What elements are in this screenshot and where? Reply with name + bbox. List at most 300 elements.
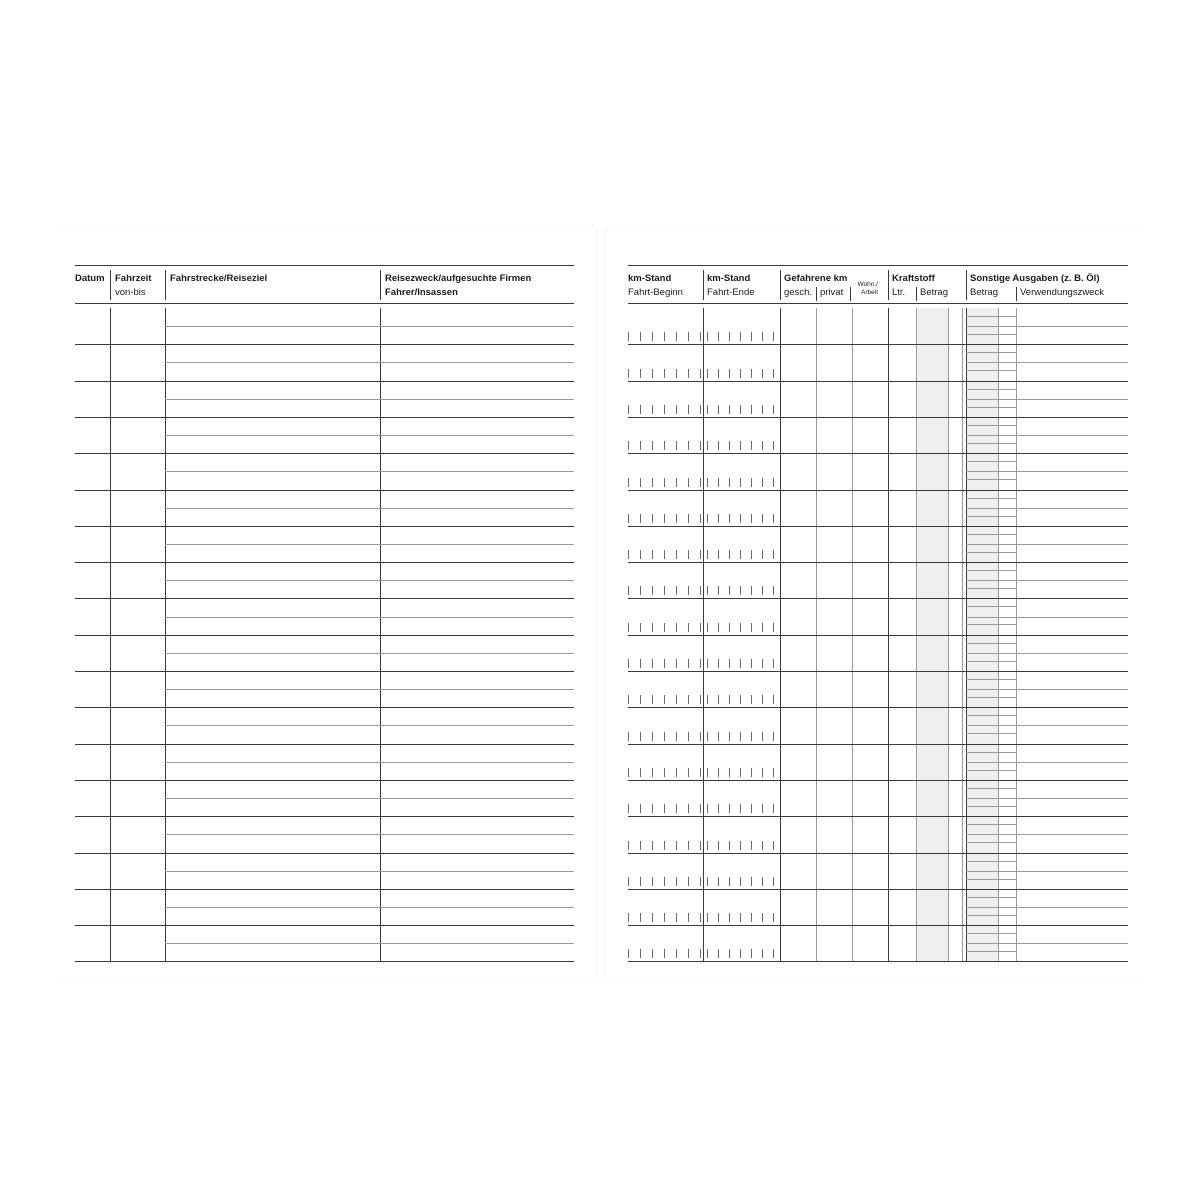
km-digit-tick [773,586,774,595]
row-separator [628,635,1128,636]
km-digit-tick [729,332,730,341]
header-divider [165,270,166,300]
header-divider [780,270,781,300]
km-digit-tick [640,550,641,559]
row-separator [628,381,1128,382]
km-digit-tick [640,768,641,777]
km-digit-tick [664,768,665,777]
km-digit-tick [718,949,719,958]
header-bottom-rule [75,303,574,304]
km-digit-tick [676,550,677,559]
row-separator [628,526,1128,527]
row-separator [75,889,574,890]
km-digit-tick [640,804,641,813]
km-digit-tick [740,768,741,777]
km-digit-tick [700,804,701,813]
row-mid-line [966,326,1128,327]
km-digit-tick [700,659,701,668]
km-digit-tick [628,768,629,777]
km-digit-tick [762,623,763,632]
km-digit-tick [773,659,774,668]
km-digit-tick [707,768,708,777]
betrag-box-line [966,461,1016,462]
km-digit-tick [707,586,708,595]
km-digit-tick [676,768,677,777]
row-mid-line [165,471,574,472]
km-digit-tick [729,405,730,414]
km-digit-tick [707,478,708,487]
km-digit-tick [729,732,730,741]
km-digit-tick [664,478,665,487]
row-separator [75,562,574,563]
km-digit-tick [718,695,719,704]
km-digit-tick [676,478,677,487]
km-digit-tick [729,659,730,668]
km-digit-tick [664,623,665,632]
km-digit-tick [751,841,752,850]
betrag-box-line [966,824,1016,825]
row-mid-line [966,762,1128,763]
row-separator [75,344,574,345]
km-digit-tick [676,586,677,595]
km-digit-tick [700,478,701,487]
km-digit-tick [664,514,665,523]
header-divider [110,270,111,300]
betrag-box-line [966,334,1016,335]
row-mid-line [165,907,574,908]
km-digit-tick [688,369,689,378]
betrag-box-line [966,842,1016,843]
row-separator [75,417,574,418]
header-von-bis: von-bis [115,287,146,298]
km-digit-tick [773,877,774,886]
km-digit-tick [729,913,730,922]
km-digit-tick [676,949,677,958]
km-digit-tick [664,732,665,741]
km-digit-tick [773,913,774,922]
header-sonstige-ausgaben: Sonstige Ausgaben (z. B. Öl) [970,273,1100,284]
row-mid-line [966,544,1128,545]
km-digit-tick [700,332,701,341]
km-digit-tick [640,332,641,341]
km-digit-tick [688,332,689,341]
row-separator [628,490,1128,491]
km-digit-tick [676,913,677,922]
km-digit-tick [664,877,665,886]
row-separator [628,744,1128,745]
row-mid-line [966,725,1128,726]
km-digit-tick [762,913,763,922]
row-separator [75,635,574,636]
row-mid-line [966,362,1128,363]
betrag-box-line [966,915,1016,916]
betrag-box-line [966,443,1016,444]
km-digit-tick [652,550,653,559]
km-digit-tick [740,478,741,487]
row-mid-line [165,580,574,581]
km-digit-tick [700,405,701,414]
km-digit-tick [640,949,641,958]
row-separator [75,707,574,708]
km-digit-tick [740,405,741,414]
km-digit-tick [773,441,774,450]
betrag-box-line [966,498,1016,499]
km-digit-tick [688,804,689,813]
km-digit-tick [640,623,641,632]
km-digit-tick [664,405,665,414]
betrag-box-line [966,425,1016,426]
km-digit-tick [707,949,708,958]
betrag-box-line [966,570,1016,571]
km-digit-tick [628,369,629,378]
km-digit-tick [628,550,629,559]
km-digit-tick [700,877,701,886]
km-digit-tick [751,405,752,414]
km-digit-tick [640,913,641,922]
km-digit-tick [729,369,730,378]
km-digit-tick [676,514,677,523]
header-subdivider [816,287,817,301]
logbook-right-page [606,228,1150,978]
km-digit-tick [652,332,653,341]
km-digit-tick [652,623,653,632]
betrag-box-line [966,316,1016,317]
km-digit-tick [676,369,677,378]
km-digit-tick [729,478,730,487]
logbook-left-page [52,228,596,978]
km-digit-tick [664,586,665,595]
km-digit-tick [652,768,653,777]
betrag-box-line [966,516,1016,517]
row-separator [75,925,574,926]
km-digit-tick [751,804,752,813]
km-digit-tick [628,332,629,341]
km-digit-tick [628,695,629,704]
km-digit-tick [718,768,719,777]
km-digit-tick [676,405,677,414]
row-separator [75,490,574,491]
betrag-box-line [966,407,1016,408]
km-digit-tick [676,659,677,668]
km-digit-tick [729,623,730,632]
km-digit-tick [729,804,730,813]
row-mid-line [966,943,1128,944]
row-separator [628,562,1128,563]
header-privat: privat [820,287,844,298]
km-digit-tick [762,768,763,777]
km-digit-tick [676,332,677,341]
km-digit-tick [718,441,719,450]
km-digit-tick [628,804,629,813]
km-digit-tick [718,623,719,632]
header-fahrt-ende: Fahrt-Ende [707,287,755,298]
km-digit-tick [676,441,677,450]
km-digit-tick [652,877,653,886]
betrag-box-line [966,588,1016,589]
km-digit-tick [628,514,629,523]
km-digit-tick [751,768,752,777]
km-digit-tick [664,804,665,813]
km-digit-tick [740,659,741,668]
km-digit-tick [688,949,689,958]
row-separator [628,598,1128,599]
km-digit-tick [640,659,641,668]
km-digit-tick [628,623,629,632]
km-digit-tick [718,550,719,559]
km-digit-tick [773,514,774,523]
row-mid-line [165,617,574,618]
km-digit-tick [676,732,677,741]
km-digit-tick [740,586,741,595]
km-digit-tick [740,804,741,813]
row-mid-line [165,435,574,436]
km-digit-tick [688,913,689,922]
km-digit-tick [740,623,741,632]
km-digit-tick [740,441,741,450]
table-bottom-rule [75,961,574,962]
km-digit-tick [628,877,629,886]
km-digit-tick [740,913,741,922]
km-digit-tick [718,913,719,922]
km-digit-tick [676,841,677,850]
km-digit-tick [640,369,641,378]
row-mid-line [165,798,574,799]
header-divider [966,270,967,300]
row-separator [628,707,1128,708]
row-separator [628,671,1128,672]
km-digit-tick [762,586,763,595]
row-separator [628,816,1128,817]
km-digit-tick [652,841,653,850]
km-digit-tick [707,804,708,813]
km-digit-tick [773,804,774,813]
km-digit-tick [718,369,719,378]
betrag-box-line [966,534,1016,535]
km-digit-tick [640,441,641,450]
row-separator [628,925,1128,926]
km-digit-tick [762,841,763,850]
km-digit-tick [740,841,741,850]
header-km-stand-beginn: km-Stand [628,273,672,284]
km-digit-tick [652,949,653,958]
row-mid-line [966,871,1128,872]
km-digit-tick [707,332,708,341]
km-digit-tick [729,841,730,850]
header-fahrer-insassen: Fahrer/Insassen [385,287,458,298]
header-divider [703,270,704,300]
header-subdivider [850,287,851,301]
betrag-box-line [966,733,1016,734]
km-digit-tick [652,514,653,523]
header-fahrstrecke: Fahrstrecke/Reiseziel [170,273,268,284]
km-digit-tick [652,732,653,741]
km-digit-tick [762,405,763,414]
row-mid-line [966,653,1128,654]
km-digit-tick [762,332,763,341]
betrag-box-line [966,951,1016,952]
km-digit-tick [718,514,719,523]
row-mid-line [966,399,1128,400]
km-digit-tick [729,877,730,886]
km-digit-tick [751,913,752,922]
km-digit-tick [688,441,689,450]
header-top-rule [75,265,574,266]
row-mid-line [165,725,574,726]
row-separator [75,853,574,854]
header-fahrzeit: Fahrzeit [115,273,152,284]
km-digit-tick [707,913,708,922]
row-mid-line [165,508,574,509]
km-digit-tick [718,804,719,813]
km-digit-tick [751,949,752,958]
row-separator [628,417,1128,418]
header-subdivider [1016,287,1017,301]
row-separator [628,344,1128,345]
km-digit-tick [751,586,752,595]
km-digit-tick [640,732,641,741]
km-digit-tick [664,841,665,850]
km-digit-tick [718,405,719,414]
km-digit-tick [773,405,774,414]
km-digit-tick [740,369,741,378]
km-digit-tick [751,514,752,523]
km-digit-tick [652,369,653,378]
km-digit-tick [652,804,653,813]
row-mid-line [165,943,574,944]
km-digit-tick [740,732,741,741]
betrag-box-line [966,661,1016,662]
km-digit-tick [628,913,629,922]
km-digit-tick [729,949,730,958]
km-digit-tick [751,441,752,450]
row-separator [75,526,574,527]
km-digit-tick [640,695,641,704]
header-reisezweck: Reisezweck/aufgesuchte Firmen [385,273,532,284]
km-digit-tick [762,514,763,523]
km-digit-tick [707,405,708,414]
km-digit-tick [707,550,708,559]
row-separator [75,598,574,599]
km-digit-tick [762,478,763,487]
km-digit-tick [676,695,677,704]
km-digit-tick [762,695,763,704]
km-digit-tick [652,659,653,668]
betrag-box-line [966,479,1016,480]
row-mid-line [966,834,1128,835]
header-kraftstoff: Kraftstoff [892,273,935,284]
km-digit-tick [740,695,741,704]
km-digit-tick [751,369,752,378]
km-digit-tick [700,695,701,704]
km-digit-tick [664,695,665,704]
km-digit-tick [718,478,719,487]
km-digit-tick [751,877,752,886]
km-digit-tick [773,841,774,850]
row-mid-line [165,326,574,327]
km-digit-tick [676,804,677,813]
row-mid-line [165,871,574,872]
betrag-box-line [966,788,1016,789]
km-digit-tick [762,369,763,378]
km-digit-tick [664,441,665,450]
km-digit-tick [740,949,741,958]
betrag-box-line [966,606,1016,607]
row-mid-line [165,834,574,835]
km-digit-tick [751,623,752,632]
header-ltr: Ltr. [892,287,906,298]
km-digit-tick [729,550,730,559]
km-digit-tick [740,877,741,886]
km-digit-tick [740,550,741,559]
header-fahrt-beginn: Fahrt-Beginn [628,287,683,298]
km-digit-tick [628,659,629,668]
km-digit-tick [688,732,689,741]
km-digit-tick [762,550,763,559]
km-digit-tick [707,514,708,523]
header-subdivider [916,287,917,301]
row-separator [75,744,574,745]
km-digit-tick [640,877,641,886]
km-digit-tick [700,949,701,958]
header-verwendungszweck: Verwendungszweck [1020,287,1104,298]
betrag-box-line [966,879,1016,880]
km-digit-tick [628,841,629,850]
km-digit-tick [773,768,774,777]
km-digit-tick [700,369,701,378]
km-digit-tick [707,841,708,850]
km-digit-tick [762,732,763,741]
km-digit-tick [700,768,701,777]
km-digit-tick [688,695,689,704]
km-digit-tick [773,478,774,487]
km-digit-tick [700,732,701,741]
betrag-box-line [966,897,1016,898]
betrag-box-line [966,552,1016,553]
km-digit-tick [740,514,741,523]
km-digit-tick [652,441,653,450]
row-mid-line [966,508,1128,509]
row-mid-line [966,435,1128,436]
km-digit-tick [707,623,708,632]
betrag-box-line [966,933,1016,934]
km-digit-tick [700,514,701,523]
betrag-box-line [966,643,1016,644]
km-digit-tick [688,623,689,632]
betrag-box-line [966,697,1016,698]
betrag-box-line [966,752,1016,753]
km-digit-tick [707,732,708,741]
km-digit-tick [751,550,752,559]
km-digit-tick [707,695,708,704]
betrag-box-line [966,770,1016,771]
header-gesch: gesch. [784,287,812,298]
km-digit-tick [700,441,701,450]
km-digit-tick [718,586,719,595]
km-digit-tick [762,949,763,958]
km-digit-tick [707,369,708,378]
row-separator [75,816,574,817]
km-digit-tick [688,405,689,414]
km-digit-tick [688,550,689,559]
row-mid-line [165,653,574,654]
betrag-box-line [966,370,1016,371]
header-wohn: Wohn./ [857,281,878,288]
header-km-stand-ende: km-Stand [707,273,751,284]
row-mid-line [165,399,574,400]
km-digit-tick [773,369,774,378]
km-digit-tick [773,732,774,741]
km-digit-tick [718,841,719,850]
